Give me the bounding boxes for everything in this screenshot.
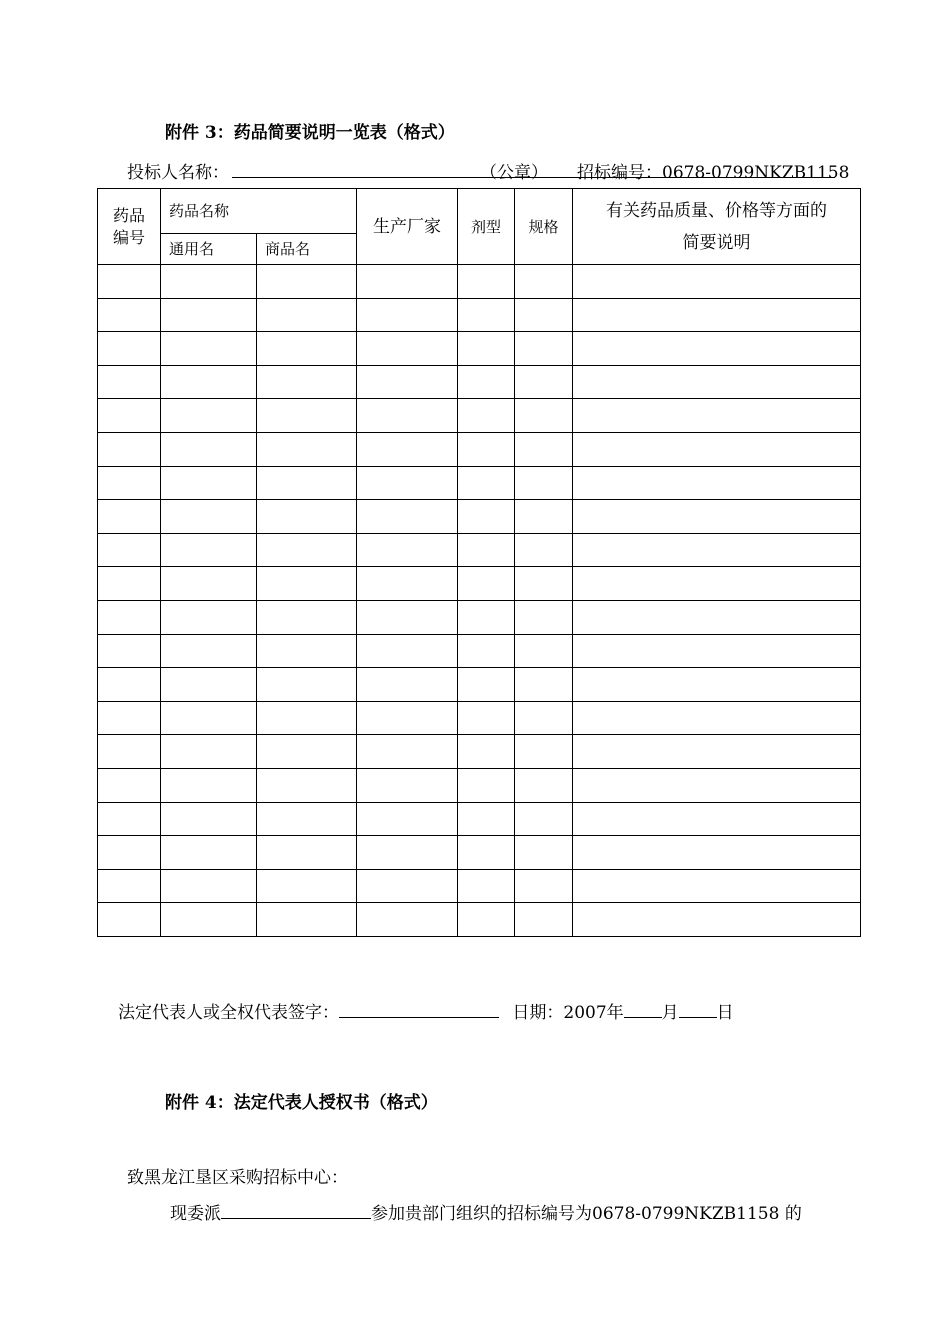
table-row [98, 332, 861, 366]
table-cell[interactable] [573, 634, 861, 668]
table-cell[interactable] [98, 298, 161, 332]
table-cell[interactable] [257, 869, 357, 903]
table-cell[interactable] [357, 735, 458, 769]
table-cell[interactable] [573, 903, 861, 937]
table-cell[interactable] [161, 869, 257, 903]
table-cell[interactable] [458, 567, 515, 601]
table-row [98, 298, 861, 332]
table-cell[interactable] [458, 600, 515, 634]
table-cell[interactable] [573, 399, 861, 433]
table-cell[interactable] [357, 298, 458, 332]
table-cell[interactable] [357, 432, 458, 466]
table-cell[interactable] [98, 768, 161, 802]
table-cell[interactable] [357, 701, 458, 735]
col-drug-no: 药品编号 [98, 189, 161, 265]
table-row [98, 432, 861, 466]
table-cell[interactable] [98, 869, 161, 903]
table-cell[interactable] [573, 668, 861, 702]
table-cell[interactable] [257, 903, 357, 937]
table-cell[interactable] [357, 903, 458, 937]
table-cell[interactable] [98, 600, 161, 634]
signature-line [118, 998, 734, 1023]
table-cell[interactable] [458, 432, 515, 466]
table-cell[interactable] [161, 735, 257, 769]
table-cell[interactable] [458, 500, 515, 534]
table-cell[interactable] [458, 466, 515, 500]
table-row [98, 567, 861, 601]
table-cell[interactable] [161, 365, 257, 399]
table-cell[interactable] [161, 701, 257, 735]
day-field[interactable] [679, 1001, 717, 1018]
table-cell[interactable] [515, 399, 573, 433]
table-cell[interactable] [161, 332, 257, 366]
table-cell[interactable] [357, 869, 458, 903]
table-row [98, 768, 861, 802]
table-cell[interactable] [257, 298, 357, 332]
table-cell[interactable] [573, 735, 861, 769]
table-cell[interactable] [161, 500, 257, 534]
table-cell[interactable] [573, 600, 861, 634]
table-cell[interactable] [357, 399, 458, 433]
table-cell[interactable] [515, 768, 573, 802]
table-cell[interactable] [573, 332, 861, 366]
table-cell[interactable] [515, 500, 573, 534]
table-cell[interactable] [357, 365, 458, 399]
table-cell[interactable] [257, 768, 357, 802]
table-row [98, 802, 861, 836]
table-cell[interactable] [257, 600, 357, 634]
table-cell[interactable] [458, 768, 515, 802]
table-cell[interactable] [161, 466, 257, 500]
table-cell[interactable] [161, 768, 257, 802]
delegate-name-field[interactable] [221, 1202, 371, 1219]
table-cell[interactable] [161, 903, 257, 937]
table-cell[interactable] [573, 365, 861, 399]
table-cell[interactable] [161, 533, 257, 567]
table-cell[interactable] [98, 735, 161, 769]
table-cell[interactable] [515, 802, 573, 836]
annex4-title: 附件 4：法定代表人授权书（格式） [165, 1093, 438, 1113]
table-row [98, 533, 861, 567]
table-row [98, 466, 861, 500]
table-cell[interactable] [515, 332, 573, 366]
body-prefix: 现委派 [170, 1204, 221, 1224]
table-cell[interactable] [98, 701, 161, 735]
table-row [98, 903, 861, 937]
col-manufacturer: 生产厂家 [357, 189, 458, 265]
authorization-body [170, 1199, 802, 1224]
table-cell[interactable] [357, 265, 458, 299]
drug-summary-table [97, 188, 861, 937]
table-cell[interactable] [357, 836, 458, 870]
table-row [98, 265, 861, 299]
table-cell[interactable] [458, 668, 515, 702]
annex3-title: 附件 3：药品简要说明一览表（格式） [165, 123, 455, 143]
table-cell[interactable] [161, 265, 257, 299]
table-cell[interactable] [573, 265, 861, 299]
table-cell[interactable] [573, 533, 861, 567]
table-cell[interactable] [98, 634, 161, 668]
table-cell[interactable] [515, 365, 573, 399]
table-cell[interactable] [257, 701, 357, 735]
table-cell[interactable] [98, 265, 161, 299]
table-cell[interactable] [458, 869, 515, 903]
table-cell[interactable] [458, 735, 515, 769]
table-cell[interactable] [357, 533, 458, 567]
table-cell[interactable] [161, 567, 257, 601]
table-cell[interactable] [458, 836, 515, 870]
table-cell[interactable] [161, 298, 257, 332]
table-row [98, 500, 861, 534]
signature-label: 法定代表人或全权代表签字： [118, 1003, 339, 1023]
table-cell[interactable] [458, 365, 515, 399]
table-cell[interactable] [98, 466, 161, 500]
table-cell[interactable] [357, 466, 458, 500]
table-cell[interactable] [257, 668, 357, 702]
col-generic-name: 通用名 [161, 234, 257, 265]
table-cell[interactable] [257, 332, 357, 366]
col-description-line2: 简要说明 [682, 232, 751, 253]
table-row [98, 399, 861, 433]
month-label: 月 [661, 1003, 679, 1023]
bid-number-underline [472, 177, 835, 178]
table-cell[interactable] [458, 399, 515, 433]
table-cell[interactable] [515, 298, 573, 332]
table-cell[interactable] [98, 399, 161, 433]
col-spec: 规格 [515, 189, 573, 265]
day-label: 日 [716, 1003, 734, 1023]
table-cell[interactable] [573, 500, 861, 534]
table-cell[interactable] [515, 432, 573, 466]
recipient-line: 致黑龙江垦区采购招标中心： [127, 1168, 348, 1188]
table-cell[interactable] [98, 802, 161, 836]
table-cell[interactable] [573, 802, 861, 836]
table-cell[interactable] [573, 836, 861, 870]
table-row [98, 634, 861, 668]
table-cell[interactable] [357, 332, 458, 366]
table-cell[interactable] [458, 265, 515, 299]
table-cell[interactable] [573, 466, 861, 500]
table-cell[interactable] [357, 567, 458, 601]
date-label: 日期：2007年 [512, 1003, 624, 1023]
table-cell[interactable] [515, 903, 573, 937]
table-cell[interactable] [573, 701, 861, 735]
col-drug-name: 药品名称 [161, 189, 357, 234]
table-cell[interactable] [257, 836, 357, 870]
table-cell[interactable] [257, 432, 357, 466]
table-row [98, 735, 861, 769]
table-cell[interactable] [98, 365, 161, 399]
bidder-name-underline [232, 177, 472, 178]
table-cell[interactable] [161, 836, 257, 870]
table-cell[interactable] [573, 869, 861, 903]
table-row [98, 701, 861, 735]
seal-label: （公章） [480, 163, 548, 183]
bid-number-label: 招标编号：0678-0799NKZB1158 [577, 163, 850, 183]
table-cell[interactable] [98, 432, 161, 466]
table-header-row [98, 189, 861, 234]
table-cell[interactable] [515, 735, 573, 769]
table-cell[interactable] [357, 634, 458, 668]
table-cell[interactable] [257, 265, 357, 299]
table-cell[interactable] [573, 768, 861, 802]
table-cell[interactable] [98, 836, 161, 870]
table-cell[interactable] [98, 567, 161, 601]
table-cell[interactable] [458, 298, 515, 332]
table-cell[interactable] [515, 567, 573, 601]
table-cell[interactable] [98, 903, 161, 937]
table-cell[interactable] [573, 432, 861, 466]
table-cell[interactable] [458, 634, 515, 668]
table-cell[interactable] [515, 701, 573, 735]
col-brand-name: 商品名 [257, 234, 357, 265]
table-cell[interactable] [257, 466, 357, 500]
table-cell[interactable] [458, 802, 515, 836]
table-cell[interactable] [515, 466, 573, 500]
table-row [98, 836, 861, 870]
table-cell[interactable] [98, 332, 161, 366]
table-cell[interactable] [257, 735, 357, 769]
table-cell[interactable] [515, 869, 573, 903]
signature-field[interactable] [339, 1001, 499, 1018]
table-cell[interactable] [515, 265, 573, 299]
table-cell[interactable] [257, 399, 357, 433]
col-description [573, 189, 861, 265]
table-row [98, 365, 861, 399]
table-cell[interactable] [458, 533, 515, 567]
table-cell[interactable] [161, 802, 257, 836]
table-cell[interactable] [257, 533, 357, 567]
table-row [98, 869, 861, 903]
table-cell[interactable] [257, 634, 357, 668]
bidder-name-label: 投标人名称： [127, 163, 229, 183]
table-cell[interactable] [98, 500, 161, 534]
table-cell[interactable] [257, 802, 357, 836]
table-cell[interactable] [458, 701, 515, 735]
table-cell[interactable] [515, 533, 573, 567]
month-field[interactable] [624, 1001, 662, 1018]
table-cell[interactable] [357, 802, 458, 836]
table-body [98, 265, 861, 937]
col-description-line1: 有关药品质量、价格等方面的 [606, 200, 828, 221]
table-cell[interactable] [98, 533, 161, 567]
table-cell[interactable] [515, 634, 573, 668]
table-cell[interactable] [515, 668, 573, 702]
table-cell[interactable] [161, 600, 257, 634]
table-cell[interactable] [515, 836, 573, 870]
col-dosage-form: 剂型 [458, 189, 515, 265]
table-cell[interactable] [357, 500, 458, 534]
table-cell[interactable] [161, 634, 257, 668]
table-cell[interactable] [161, 668, 257, 702]
table-cell[interactable] [573, 567, 861, 601]
table-cell[interactable] [357, 668, 458, 702]
table-cell[interactable] [257, 365, 357, 399]
table-cell[interactable] [458, 903, 515, 937]
table-cell[interactable] [458, 332, 515, 366]
table-cell[interactable] [357, 600, 458, 634]
table-cell[interactable] [515, 600, 573, 634]
table-cell[interactable] [257, 567, 357, 601]
table-cell[interactable] [573, 298, 861, 332]
table-cell[interactable] [257, 500, 357, 534]
table-row [98, 600, 861, 634]
table-cell[interactable] [161, 399, 257, 433]
body-suffix: 参加贵部门组织的招标编号为0678-0799NKZB1158 的 [371, 1204, 802, 1224]
table-cell[interactable] [357, 768, 458, 802]
table-cell[interactable] [161, 432, 257, 466]
table-cell[interactable] [98, 668, 161, 702]
table-row [98, 668, 861, 702]
